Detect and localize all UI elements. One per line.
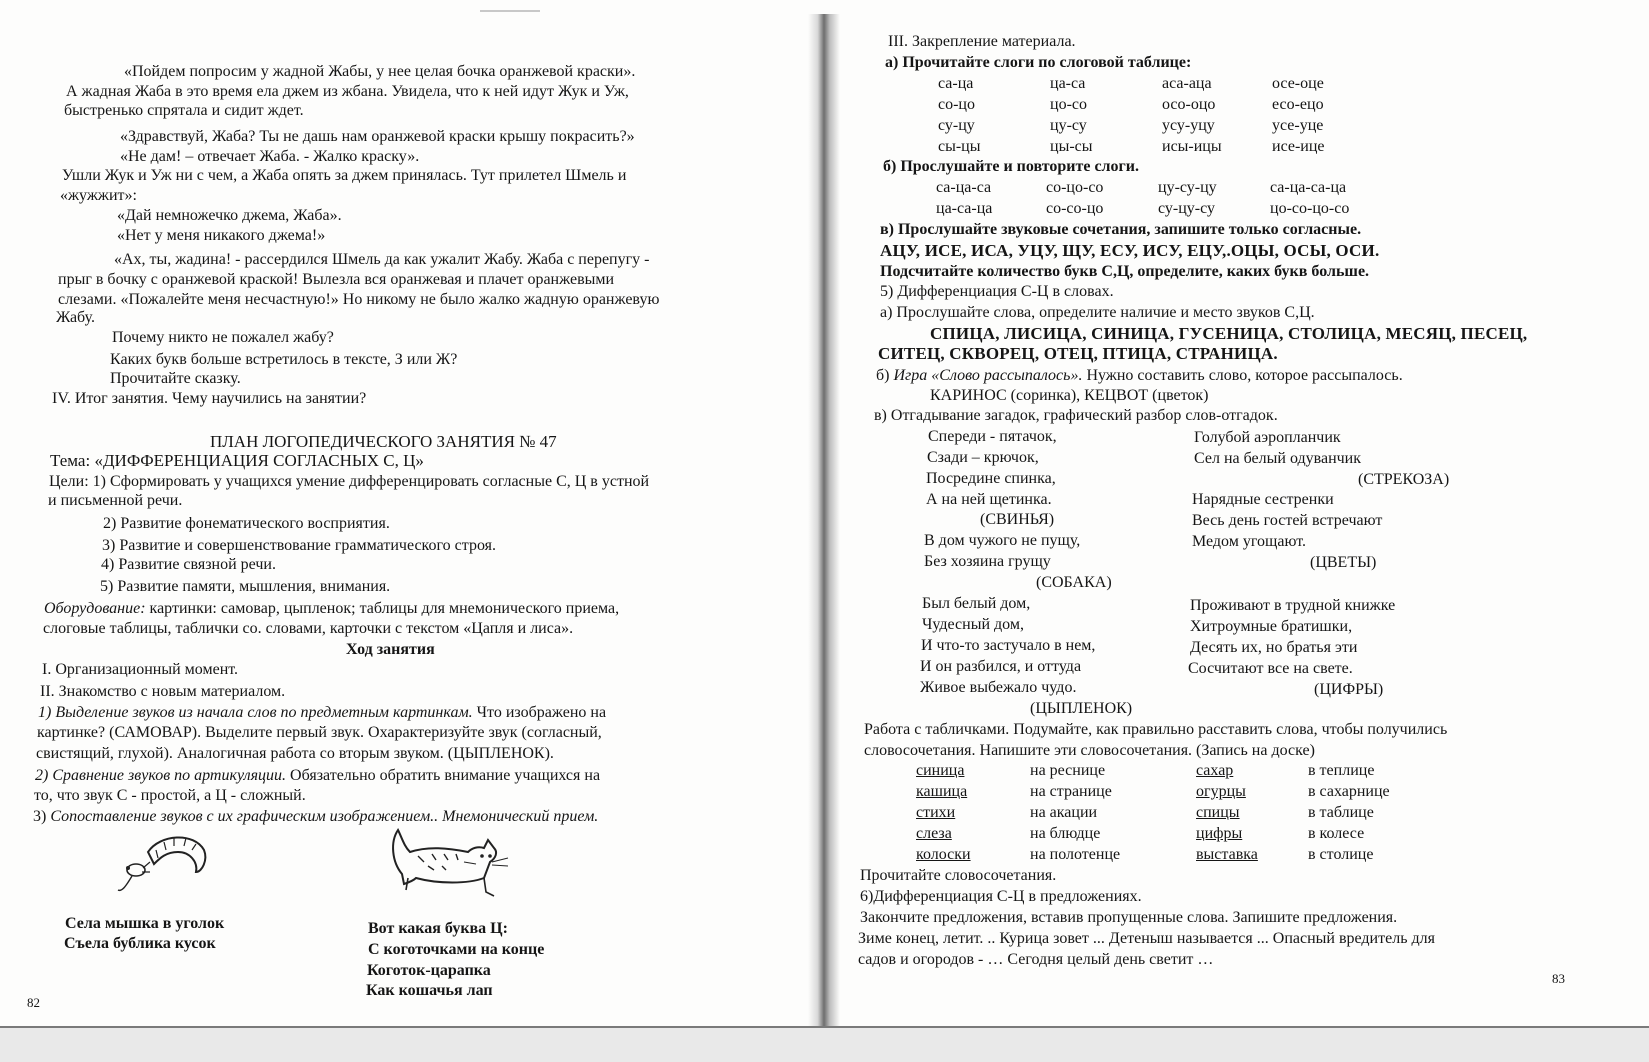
- table-phrase: в сахарнице: [1308, 783, 1390, 800]
- table-word: стихи: [916, 804, 956, 821]
- table-phrase: на блюдце: [1030, 825, 1101, 842]
- riddle-line: Был белый дом,: [922, 595, 1031, 612]
- syllable-cell: усе-уце: [1272, 117, 1324, 134]
- syllable-cell: са-ца-са-ца: [1270, 179, 1347, 196]
- game-words: КАРИНОС (соринка), КЕЦВОТ (цветок): [930, 387, 1209, 404]
- diff-sentences-heading: 6)Дифференциация С-Ц в предложениях.: [860, 888, 1142, 905]
- riddle-line: Посредине спинка,: [926, 470, 1056, 487]
- syllable-cell: са-ца-са: [936, 179, 992, 196]
- story-line: быстренько спрятала и сидит ждет.: [64, 102, 304, 119]
- syllable-cell: цо-со-цо-со: [1270, 200, 1350, 217]
- plan-title: ПЛАН ЛОГОПЕДИЧЕСКОГО ЗАНЯТИЯ № 47: [210, 432, 557, 451]
- right-page: [824, 0, 1649, 1030]
- riddle-line: Голубой аэропланчик: [1194, 429, 1341, 446]
- poem-ts-line: Коготок-царапка: [367, 962, 491, 979]
- sound-combos: АЦУ, ИСЕ, ИСА, УЦУ, ЩУ, ЕСУ, ИСУ, ЕЦУ,.ОЦЫ, ОСЫ, ОСИ.: [880, 241, 1380, 260]
- step2-title: 2) Сравнение звуков по артикуляции.: [35, 767, 287, 784]
- riddle-line: Сел на белый одуванчик: [1194, 450, 1362, 467]
- count-task: Подсчитайте количество букв С,Ц, определите, каких букв больше.: [880, 263, 1370, 280]
- step1-line: свистящий, глухой). Аналогичная работа со вторым звуком. (ЦЫПЛЕНОК).: [36, 745, 554, 762]
- syllable-cell: цу-су: [1050, 117, 1087, 134]
- table-word: синица: [916, 762, 965, 779]
- story-line: «Здравствуй, Жаба? Ты не дашь нам оранжевой краски крышу покрасить?»: [120, 128, 635, 145]
- table-word: спицы: [1196, 804, 1240, 821]
- syllable-cell: исе-ице: [1272, 138, 1325, 155]
- riddle-line: Сзади – крючок,: [927, 449, 1039, 466]
- riddle-line: И что-то застучало в нем,: [921, 637, 1096, 654]
- step1-text: Что изображено на: [472, 704, 607, 721]
- riddle-answer: (ЦВЕТЫ): [1310, 554, 1377, 571]
- sentence-line: Зиме конец, летит. .. Курица зовет ... Детеныш называется ... Опасный вредитель для: [858, 930, 1435, 947]
- riddle-answer: (ЦЫПЛЕНОК): [1030, 700, 1133, 717]
- riddle-line: Живое выбежало чудо.: [920, 679, 1077, 696]
- game-line: [876, 366, 1403, 386]
- poem-ts-line: С коготочками на конце: [368, 941, 545, 958]
- step1-title: 1) Выделение звуков из начала слов по предметным картинкам.: [38, 704, 473, 721]
- task-a: а) Прочитайте слоги по слоговой таблице:: [885, 54, 1192, 71]
- sentence-line: садов и огородов - … Сегодня целый день светит …: [858, 951, 1214, 968]
- riddle-answer: (СОБАКА): [1036, 574, 1112, 591]
- left-page: [0, 0, 820, 1030]
- scan-bottom-edge: [0, 1026, 1649, 1062]
- riddle-line: Сосчитают все на свете.: [1188, 660, 1353, 677]
- syllable-cell: цы-сы: [1050, 138, 1093, 155]
- step1-line: [38, 703, 606, 723]
- goal-line: Цели: 1) Сформировать у учащихся умение дифференцировать согласные С, Ц в устной: [49, 473, 650, 490]
- equipment-line: [44, 599, 619, 619]
- story-line: прыг в бочку с оранжевой краской! Вылезла вся оранжевая и плачет оранжевыми: [58, 271, 615, 288]
- table-word: цифры: [1196, 825, 1243, 842]
- game-text: Нужно составить слово, которое рассыпалось.: [1082, 367, 1403, 384]
- riddle-answer: (СВИНЬЯ): [980, 511, 1055, 528]
- table-phrase: на акации: [1030, 804, 1098, 821]
- step2-line: [35, 766, 600, 786]
- lesson-theme: Тема: «ДИФФЕРЕНЦИАЦИЯ СОГЛАСНЫХ С, Ц»: [50, 451, 424, 470]
- step2-text: Обязательно обратить внимание учащихся на: [286, 767, 601, 784]
- question-line: Каких букв больше встретилось в тексте, З или Ж?: [110, 351, 458, 368]
- riddle-line: Нарядные сестренки: [1192, 491, 1334, 508]
- riddle-line: Спереди - пятачок,: [928, 428, 1057, 445]
- mouse-bagel-drawing: [108, 828, 218, 908]
- equipment-line: слоговые таблицы, таблички со. словами, карточки с текстом «Цапля и лиса».: [43, 620, 574, 637]
- story-line: Жабу.: [56, 309, 95, 326]
- story-line: «Пойдем попросим у жадной Жабы, у нее целая бочка оранжевой краски».: [124, 63, 636, 80]
- story-line: А жадная Жаба в это время ела джем из жбана. Увидела, что к ней идут Жук и Уж,: [66, 83, 629, 100]
- riddle-line: Медом угощают.: [1192, 533, 1306, 550]
- word-list-line: СПИЦА, ЛИСИЦА, СИНИЦА, ГУСЕНИЦА, СТОЛИЦА, МЕСЯЦ, ПЕСЕЦ,: [930, 324, 1528, 343]
- syllable-cell: усу-уцу: [1162, 117, 1215, 134]
- syllable-cell: со-цо-со: [1046, 179, 1104, 196]
- goal-line: 5) Развитие памяти, мышления, внимания.: [100, 578, 391, 595]
- riddles-task: в) Отгадывание загадок, графический разбор слов-отгадок.: [874, 407, 1278, 424]
- syllable-cell: осе-оце: [1272, 75, 1324, 92]
- riddle-line: А на ней щетинка.: [926, 491, 1052, 508]
- tables-task-line: словосочетания. Напишите эти словосочетания. (Запись на доске): [864, 742, 1315, 759]
- table-word: колоски: [916, 846, 971, 863]
- story-line: «Нет у меня никакого джема!»: [117, 227, 326, 244]
- story-line: Ушли Жук и Уж ни с чем, а Жаба опять за джем принялась. Тут прилетел Шмель и: [62, 167, 627, 184]
- syllable-cell: аса-аца: [1162, 75, 1212, 92]
- equipment-text: картинки: самовар, цыпленок; таблицы для мнемонического приема,: [145, 600, 620, 617]
- game-title: Игра «Слово рассыпалось».: [893, 367, 1083, 384]
- syllable-cell: цо-со: [1050, 96, 1087, 113]
- riddle-answer: (СТРЕКОЗА): [1358, 471, 1450, 488]
- diff-words-heading: 5) Дифференциация С-Ц в словах.: [880, 283, 1114, 300]
- read-phrases: Прочитайте словосочетания.: [860, 867, 1057, 884]
- table-word: огурцы: [1196, 783, 1246, 800]
- story-line: «Дай немножечко джема, Жаба».: [117, 207, 342, 224]
- syllable-cell: су-цу: [938, 117, 975, 134]
- task-a2: а) Прослушайте слова, определите наличие и место звуков С,Ц.: [880, 304, 1315, 321]
- goal-line: 3) Развитие и совершенствование грамматического строя.: [102, 537, 497, 554]
- story-line: слезами. «Пожалейте меня несчастную!» Но никому не было жалко жадную оранжевую: [58, 291, 660, 308]
- page-number-left: 82: [27, 995, 40, 1010]
- riddle-line: Весь день гостей встречают: [1192, 512, 1383, 529]
- goal-line: 2) Развитие фонематического восприятия.: [103, 515, 390, 532]
- table-phrase: на полотенце: [1030, 846, 1121, 863]
- finish-task: Закончите предложения, вставив пропущенные слова. Запишите предложения.: [860, 909, 1398, 926]
- story-line: «Не дам! – отвечает Жаба. - Жалко краску».: [120, 148, 420, 165]
- poem-ts-line: Как кошачья лап: [366, 982, 493, 999]
- table-word: сахар: [1196, 762, 1234, 779]
- riddle-line: Проживают в трудной книжке: [1190, 597, 1396, 614]
- poem-s-line: Села мышка в уголок: [65, 915, 225, 932]
- equipment-label: Оборудование:: [44, 600, 146, 617]
- syllable-cell: исы-ицы: [1162, 138, 1222, 155]
- step3-title: Сопоставление звуков с их графическим изображением.. Мнемонический прием.: [50, 808, 599, 825]
- table-word: слеза: [916, 825, 952, 842]
- table-word: кашица: [916, 783, 968, 800]
- riddle-answer: (ЦИФРЫ): [1314, 681, 1384, 698]
- cat-letter-drawing: [388, 822, 518, 912]
- riddle-line: Десять их, но братья эти: [1190, 639, 1358, 656]
- riddle-line: Без хозяина грущу: [924, 553, 1051, 570]
- riddle-line: Чудесный дом,: [922, 616, 1024, 633]
- syllable-cell: ца-са-ца: [936, 200, 993, 217]
- section-title: III. Закрепление материала.: [888, 33, 1076, 50]
- syllable-cell: су-цу-су: [1158, 200, 1215, 217]
- goal-line: и письменной речи.: [48, 492, 183, 509]
- word-list-line: СИТЕЦ, СКВОРЕЦ, ОТЕЦ, ПТИЦА, СТРАНИЦА.: [878, 344, 1278, 363]
- riddle-line: В дом чужого не пущу,: [924, 532, 1081, 549]
- table-phrase: на странице: [1030, 783, 1112, 800]
- table-phrase: на реснице: [1030, 762, 1106, 779]
- goal-line: 4) Развитие связной речи.: [101, 556, 276, 573]
- poem-s-line: Съела бублика кусок: [64, 935, 216, 952]
- game-prefix: б): [876, 367, 894, 384]
- step1-line: картинке? (САМОВАР). Выделите первый звук. Охарактеризуйте звук (согласный,: [37, 724, 602, 741]
- step3-number: 3): [33, 808, 51, 825]
- syllable-cell: со-цо: [938, 96, 975, 113]
- table-phrase: в столице: [1308, 846, 1374, 863]
- task-b: б) Прослушайте и повторите слоги.: [883, 158, 1140, 175]
- question-line: Почему никто не пожалел жабу?: [112, 329, 334, 346]
- summary-line: IV. Итог занятия. Чему научились на занятии?: [52, 390, 367, 407]
- syllable-cell: сы-цы: [938, 138, 981, 155]
- syllable-cell: ца-са: [1050, 75, 1086, 92]
- tables-task-line: Работа с табличками. Подумайте, как правильно расставить слова, чтобы получились: [864, 721, 1448, 738]
- syllable-cell: са-ца: [938, 75, 974, 92]
- riddle-line: И он разбился, и оттуда: [920, 658, 1082, 675]
- table-phrase: в колесе: [1308, 825, 1365, 842]
- story-line: «жужжит»:: [60, 187, 137, 204]
- story-line: «Ах, ты, жадина! - рассердился Шмель да как ужалит Жабу. Жаба с перепугу -: [114, 251, 650, 268]
- table-word: выставка: [1196, 846, 1258, 863]
- syllable-cell: осо-оцо: [1162, 96, 1216, 113]
- question-line: Прочитайте сказку.: [110, 370, 241, 387]
- stage-line: I. Организационный момент.: [42, 661, 239, 678]
- task-c: в) Прослушайте звуковые сочетания, запишите только согласные.: [880, 221, 1362, 238]
- lesson-heading: Ход занятия: [346, 641, 435, 658]
- syllable-cell: со-со-цо: [1046, 200, 1104, 217]
- riddle-line: Хитроумные братишки,: [1190, 618, 1353, 635]
- table-phrase: в теплице: [1308, 762, 1375, 779]
- table-phrase: в таблице: [1308, 804, 1374, 821]
- step2-line: то, что звук С - простой, а Ц - сложный.: [34, 787, 306, 804]
- syllable-cell: есо-ецо: [1272, 96, 1324, 113]
- page-number-right: 83: [1552, 971, 1565, 986]
- stage-line: II. Знакомство с новым материалом.: [40, 683, 286, 700]
- poem-ts-line: Вот какая буква Ц:: [368, 920, 508, 937]
- syllable-cell: цу-су-цу: [1158, 179, 1217, 196]
